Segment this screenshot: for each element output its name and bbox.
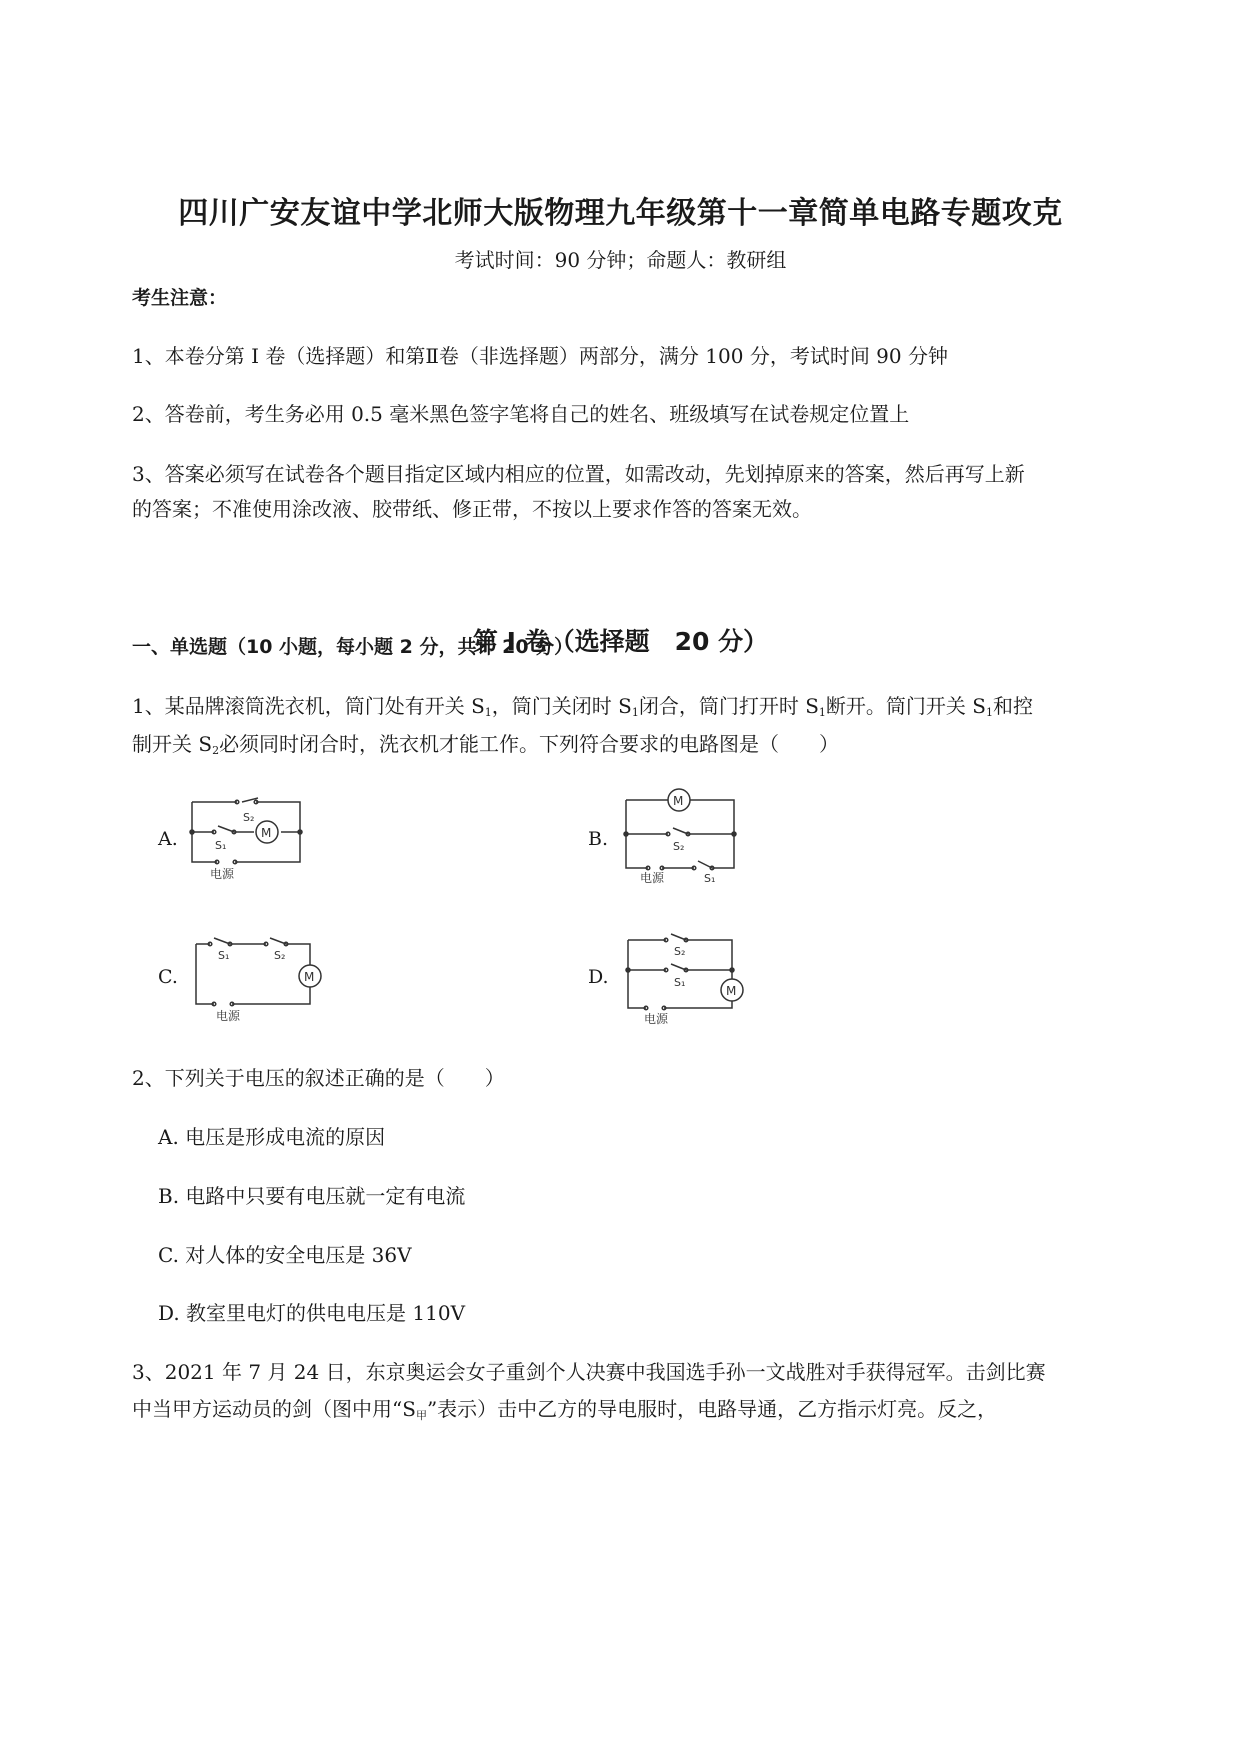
q1-option-c-label: C.: [158, 966, 178, 988]
switch-s1-label: S₁: [218, 949, 230, 962]
q2-option-c: C. 对人体的安全电压是 36V: [158, 1243, 412, 1267]
part-heading: 一、单选题（10 小题，每小题 2 分，共计 20 分）: [132, 636, 574, 658]
motor-label: M: [261, 826, 272, 840]
switch-s2-label: S₂: [274, 949, 286, 962]
switch-s2-label: S₂: [673, 840, 685, 853]
q1-option-b-label: B.: [588, 828, 609, 850]
notice-item-2: 2、答卷前，考生务必用 0.5 毫米黑色签字笔将自己的姓名、班级填写在试卷规定位置上: [132, 402, 910, 426]
notice-heading: 考生注意：: [132, 287, 228, 309]
switch-s1-label: S₁: [704, 872, 716, 884]
power-source-label: 电源: [644, 1012, 669, 1026]
switch-s1-label: S₁: [215, 839, 227, 852]
question-3-line-2: 中当甲方运动员的剑（图中用“$S_甲$”表示）击中乙方的导电服时，电路导通，乙方指示灯亮。反之，: [132, 1397, 998, 1422]
question-1-line-2: 制开关 $S_2$必须同时闭合时，洗衣机才能工作。下列符合要求的电路图是（ ）: [132, 732, 840, 757]
notice-item-1: 1、本卷分第 I 卷（选择题）和第Ⅱ卷（非选择题）两部分，满分 100 分，考试时间 90 分钟: [132, 344, 948, 368]
question-1-line-1: 1、某品牌滚筒洗衣机，筒门处有开关 $S_1$，筒门关闭时 $S_1$闭合，筒门打开时 $S_1$断开。筒门开关 $S_1$和控: [132, 694, 1033, 719]
section-title: 第 I 卷（选择题 20 分）: [472, 627, 769, 656]
motor-label: M: [673, 794, 684, 808]
motor-label: M: [304, 970, 315, 984]
motor-label: M: [726, 984, 737, 998]
notice-item-3-line-1: 3、答案必须写在试卷各个题目指定区域内相应的位置，如需改动，先划掉原来的答案，然后再写上新: [132, 462, 1025, 486]
circuit-diagram-a: [184, 792, 310, 884]
power-source-label: 电源: [210, 867, 235, 881]
q1-option-d-label: D.: [588, 966, 609, 988]
circuit-diagram-c: [184, 932, 324, 1024]
switch-s2-label: S₂: [243, 811, 255, 824]
power-source-label: 电源: [640, 871, 665, 884]
notice-item-3-line-2: 的答案；不准使用涂改液、胶带纸、修正带，不按以上要求作答的答案无效。: [132, 497, 812, 521]
q2-option-a: A. 电压是形成电流的原因: [158, 1125, 386, 1149]
question-2-stem: 2、下列关于电压的叙述正确的是（ ）: [132, 1066, 505, 1090]
circuit-diagram-d: [616, 930, 756, 1026]
power-source-label: 电源: [216, 1009, 241, 1023]
q1-option-a-label: A.: [158, 828, 178, 850]
page-title: 四川广安友谊中学北师大版物理九年级第十一章简单电路专题攻克: [178, 196, 1063, 231]
question-3-line-1: 3、2021 年 7 月 24 日，东京奥运会女子重剑个人决赛中我国选手孙一文战胜对手获得冠军。击剑比赛: [132, 1360, 1046, 1384]
switch-s2-label: S₂: [674, 945, 686, 958]
q2-option-b: B. 电路中只要有电压就一定有电流: [158, 1184, 466, 1208]
circuit-diagram-b: [618, 788, 748, 884]
q2-option-d: D. 教室里电灯的供电电压是 110V: [158, 1301, 466, 1325]
switch-s1-label: S₁: [674, 976, 686, 989]
exam-info: 考试时间：90 分钟；命题人：教研组: [454, 248, 787, 272]
